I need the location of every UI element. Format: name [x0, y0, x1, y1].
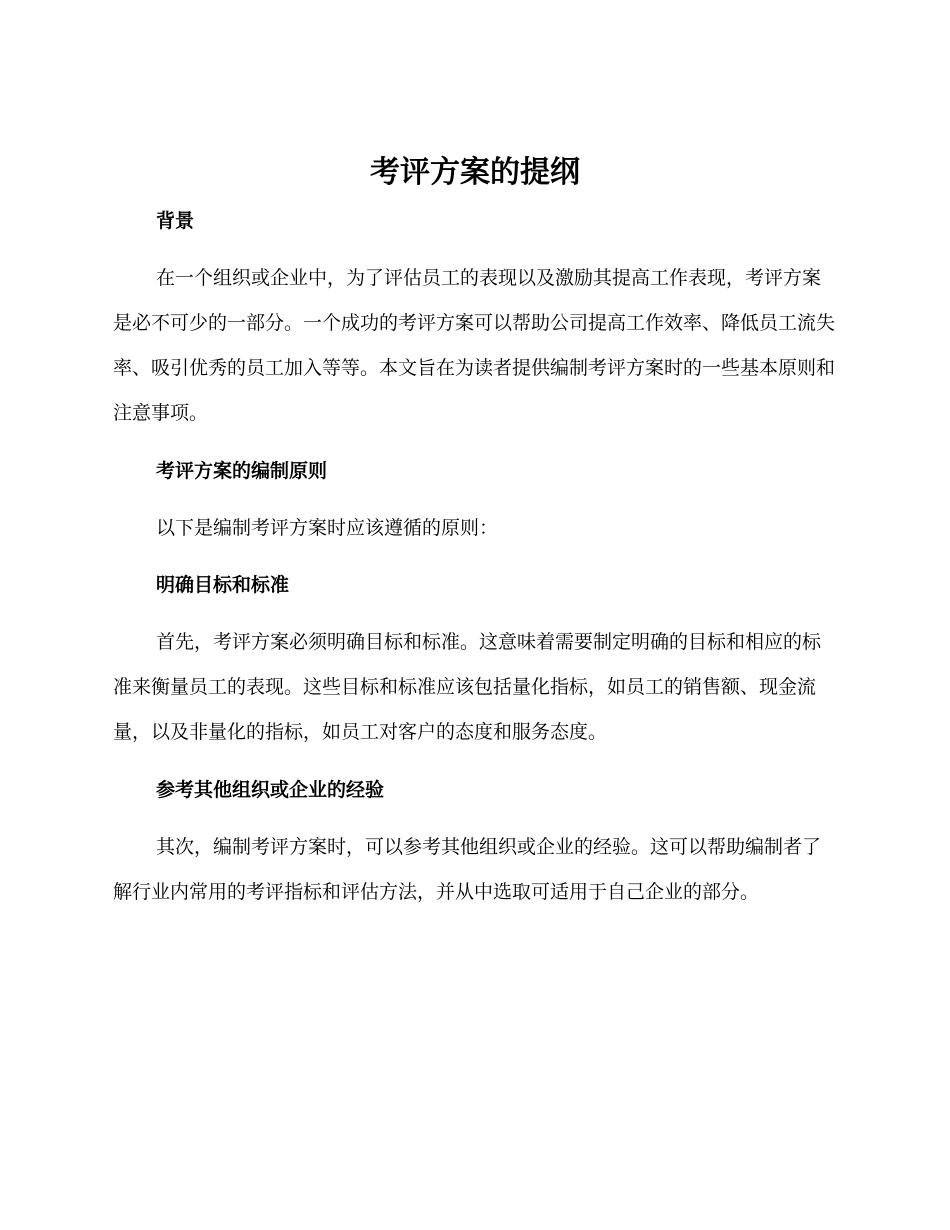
section-paragraph-experience: 其次，编制考评方案时，可以参考其他组织或企业的经验。这可以帮助编制者了解行业内常用的考评指标和评估方法，并从中选取可适用于自己企业的部分。	[113, 836, 822, 903]
section-heading-goals: 明确目标和标准	[156, 574, 290, 596]
section-heading-principles: 考评方案的编制原则	[156, 460, 328, 482]
section-paragraph-goals: 首先，考评方案必须明确目标和标准。这意味着需要制定明确的目标和相应的标准来衡量员工的表现。这些目标和标准应该包括量化指标，如员工的销售额、现金流量，以及非量化的指标，如员工对客户的态度和服务态度。	[113, 631, 822, 743]
spacer	[113, 551, 835, 563]
spacer	[113, 755, 835, 768]
section-heading-experience: 参考其他组织或企业的经验	[156, 779, 385, 801]
section-heading-background: 背景	[156, 210, 195, 232]
document-title: 考评方案的提纲	[370, 155, 580, 190]
spacer	[113, 436, 835, 449]
section-paragraph-background: 在一个组织或企业中，为了评估员工的表现以及激励其提高工作表现，考评方案是必不可少的一部分。一个成功的考评方案可以帮助公司提高工作效率、降低员工流失率、吸引优秀的员工加入等等。本文旨在为读者提供编制考评方案时的一些基本原则和注意事项。	[113, 267, 836, 424]
section-paragraph-principles: 以下是编制考评方案时应该遵循的原则：	[156, 517, 499, 539]
document-body	[113, 199, 835, 915]
spacer	[113, 244, 835, 256]
spacer	[113, 813, 835, 825]
spacer	[113, 608, 835, 620]
spacer	[113, 494, 835, 506]
